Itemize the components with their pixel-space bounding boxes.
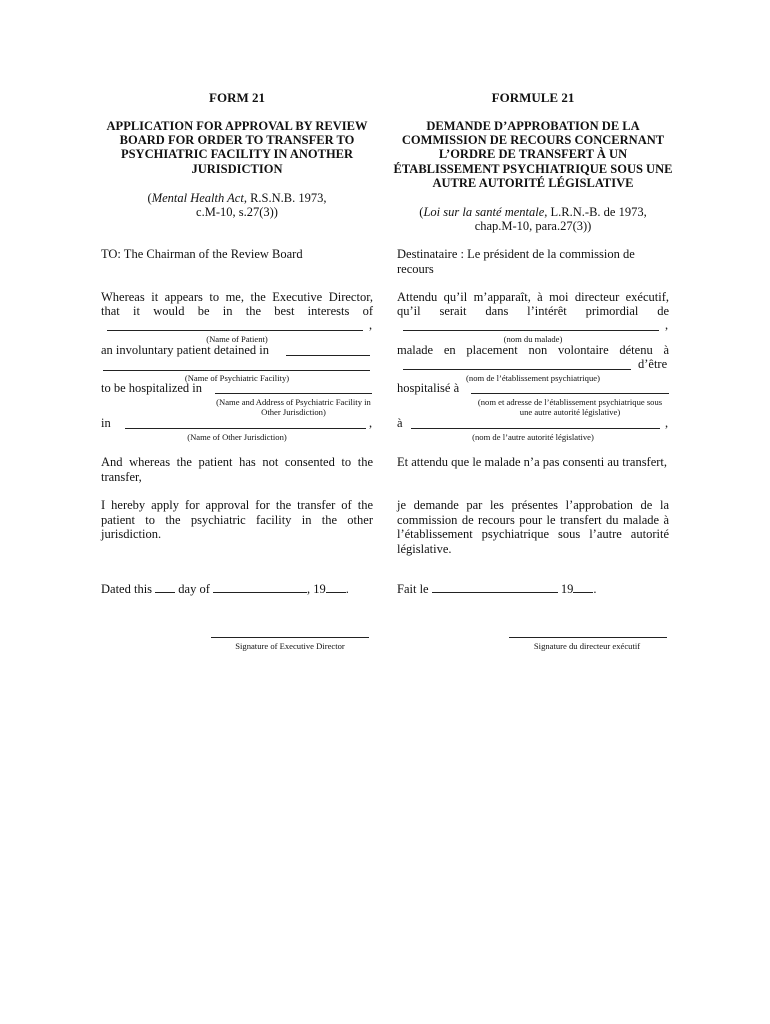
- destination-facility-blank[interactable]: [471, 393, 669, 394]
- not-consented-paragraph: And whereas the patient has not consented to the transfer,: [101, 455, 373, 484]
- jurisdiction-blank[interactable]: [125, 428, 366, 429]
- facility-caption: (nom de l’établissement psychiatrique): [466, 373, 600, 383]
- involuntary-text: an involuntary patient detained in: [101, 343, 270, 357]
- address-caption: (nom et adresse de l’établissement psychiatrique sous une autre autorité législative): [477, 397, 663, 417]
- detention-facility-blank[interactable]: [403, 369, 631, 370]
- signature-caption: Signature of Executive Director: [235, 641, 345, 651]
- statute-citation: (Mental Health Act, R.S.N.B. 1973, c.M-10, s.27(3)): [147, 191, 327, 220]
- patient-name-blank[interactable]: [403, 330, 659, 331]
- french-column: FORMULE 21 DEMANDE D’APPROBATION DE LA COMMISSION DE RECOURS CONCERNANT L’ORDRE DE TRANSFERT À UN ÉTABLISSEMENT PSYCHIATRIQUE SOUS UNE AUTRE AUTORITÉ LÉGISLATIVE (Loi sur la santé mentale, L.R.N.-B. de 1973, chap.M-10, para.27(3)) Destinataire : Le président de la commission de recours Attendu qu’il m’apparaît, à moi directeur exécutif, qu’il serait dans l’intérêt primordial de , (nom du malade) malade en placement non volontaire détenu à d’être (nom de l’établissement psychiatrique) hospitalisé à (nom et adresse de l’établissement psychiatrique sous une autre autorité législative) à , (nom de l’autre autorité législative) Et attendu que le malade n’a pas consenti au transfert, je demande par les présentes l’approbation de la commission de recours pour le transfert du malade à l’établissement psychiatrique sous l’autre autorité législative. Fait le 19 . Signature du directeur exécutif: [397, 0, 669, 700]
- act-name: Mental Health Act: [151, 191, 244, 205]
- form-number: FORMULE 21: [491, 90, 575, 105]
- whereas-line-2: that it would be in the best interests of: [101, 304, 373, 318]
- attendu-line-2: qu’il serait dans l’intérêt primordial de: [397, 304, 669, 318]
- signature-line[interactable]: [211, 637, 369, 638]
- application-paragraph: I hereby apply for approval for the transfer of the patient to the psychiatric facility in the other jurisdiction.: [101, 498, 373, 541]
- year-blank[interactable]: [326, 582, 346, 593]
- month-blank[interactable]: [213, 582, 307, 593]
- day-blank[interactable]: [155, 582, 175, 593]
- attendu-line-1: Attendu qu’il m’apparaît, à moi directeur exécutif,: [397, 290, 669, 304]
- signature-line[interactable]: [509, 637, 667, 638]
- signature-caption: Signature du directeur exécutif: [533, 641, 641, 651]
- placement-text: malade en placement non volontaire détenu à: [397, 343, 669, 357]
- form-title: DEMANDE D’APPROBATION DE LA COMMISSION DE RECOURS CONCERNANT L’ORDRE DE TRANSFERT À UN ÉTABLISSEMENT PSYCHIATRIQUE SOUS UNE AUTRE AUTORITÉ LÉGISLATIVE: [393, 119, 673, 190]
- jurisdiction-caption: (Name of Other Jurisdiction): [187, 432, 287, 442]
- form-title: APPLICATION FOR APPROVAL BY REVIEW BOARD FOR ORDER TO TRANSFER TO PSYCHIATRIC FACILITY IN ANOTHER JURISDICTION: [106, 119, 368, 176]
- year-blank[interactable]: [573, 582, 593, 593]
- form-number: FORM 21: [209, 90, 265, 105]
- patient-caption: (Name of Patient): [206, 334, 268, 344]
- jurisdiction-caption: (nom de l’autre autorité législative): [472, 432, 594, 442]
- facility-caption: (Name of Psychiatric Facility): [184, 373, 290, 383]
- detention-facility-blank[interactable]: [286, 355, 370, 356]
- destination-facility-blank[interactable]: [215, 393, 372, 394]
- jurisdiction-blank[interactable]: [411, 428, 660, 429]
- application-paragraph: je demande par les présentes l’approbation de la commission de recours pour le transfert du malade à l’établissement psychiatrique sous l’autre autorité législative.: [397, 498, 669, 556]
- in-text: in: [101, 416, 111, 430]
- hospitalise-text: hospitalisé à: [397, 381, 460, 395]
- addressee: TO: The Chairman of the Review Board: [101, 247, 303, 261]
- english-column: FORM 21 APPLICATION FOR APPROVAL BY REVIEW BOARD FOR ORDER TO TRANSFER TO PSYCHIATRIC FACILITY IN ANOTHER JURISDICTION (Mental Health Act, R.S.N.B. 1973, c.M-10, s.27(3)) TO: The Chairman of the Review Board Whereas it appears to me, the Executive Director, that it would be in the best interests of , (Name of Patient) an involuntary patient detained in (Name of Psychiatric Facility) to be hospitalized in (Name and Address of Psychiatric Facility in Other Jurisdiction) in , (Name of Other Jurisdiction) And whereas the patient has not consented to the transfer, I hereby apply for approval for the transfer of the patient to the psychiatric facility in the other jurisdiction. Dated this day of , 19 . Signature of Executive Director: [101, 0, 373, 700]
- act-name: Loi sur la santé mentale: [423, 205, 545, 219]
- patient-name-blank[interactable]: [107, 330, 363, 331]
- patient-caption: (nom du malade): [503, 334, 563, 344]
- address-caption: (Name and Address of Psychiatric Facility in Other Jurisdiction): [216, 397, 371, 417]
- date-blank[interactable]: [432, 582, 558, 593]
- fait-line: Fait le 19 .: [397, 582, 597, 596]
- a-text: à: [397, 416, 403, 430]
- hospitalized-text: to be hospitalized in: [101, 381, 203, 395]
- statute-citation: (Loi sur la santé mentale, L.R.N.-B. de 1973, chap.M-10, para.27(3)): [419, 205, 647, 234]
- whereas-line-1: Whereas it appears to me, the Executive Director,: [101, 290, 373, 304]
- facility-name-blank[interactable]: [103, 370, 370, 371]
- dated-line: Dated this day of , 19 .: [101, 582, 349, 596]
- addressee: Destinataire : Le président de la commission de recours: [397, 247, 635, 276]
- not-consented-paragraph: Et attendu que le malade n’a pas consenti au transfert,: [397, 455, 668, 469]
